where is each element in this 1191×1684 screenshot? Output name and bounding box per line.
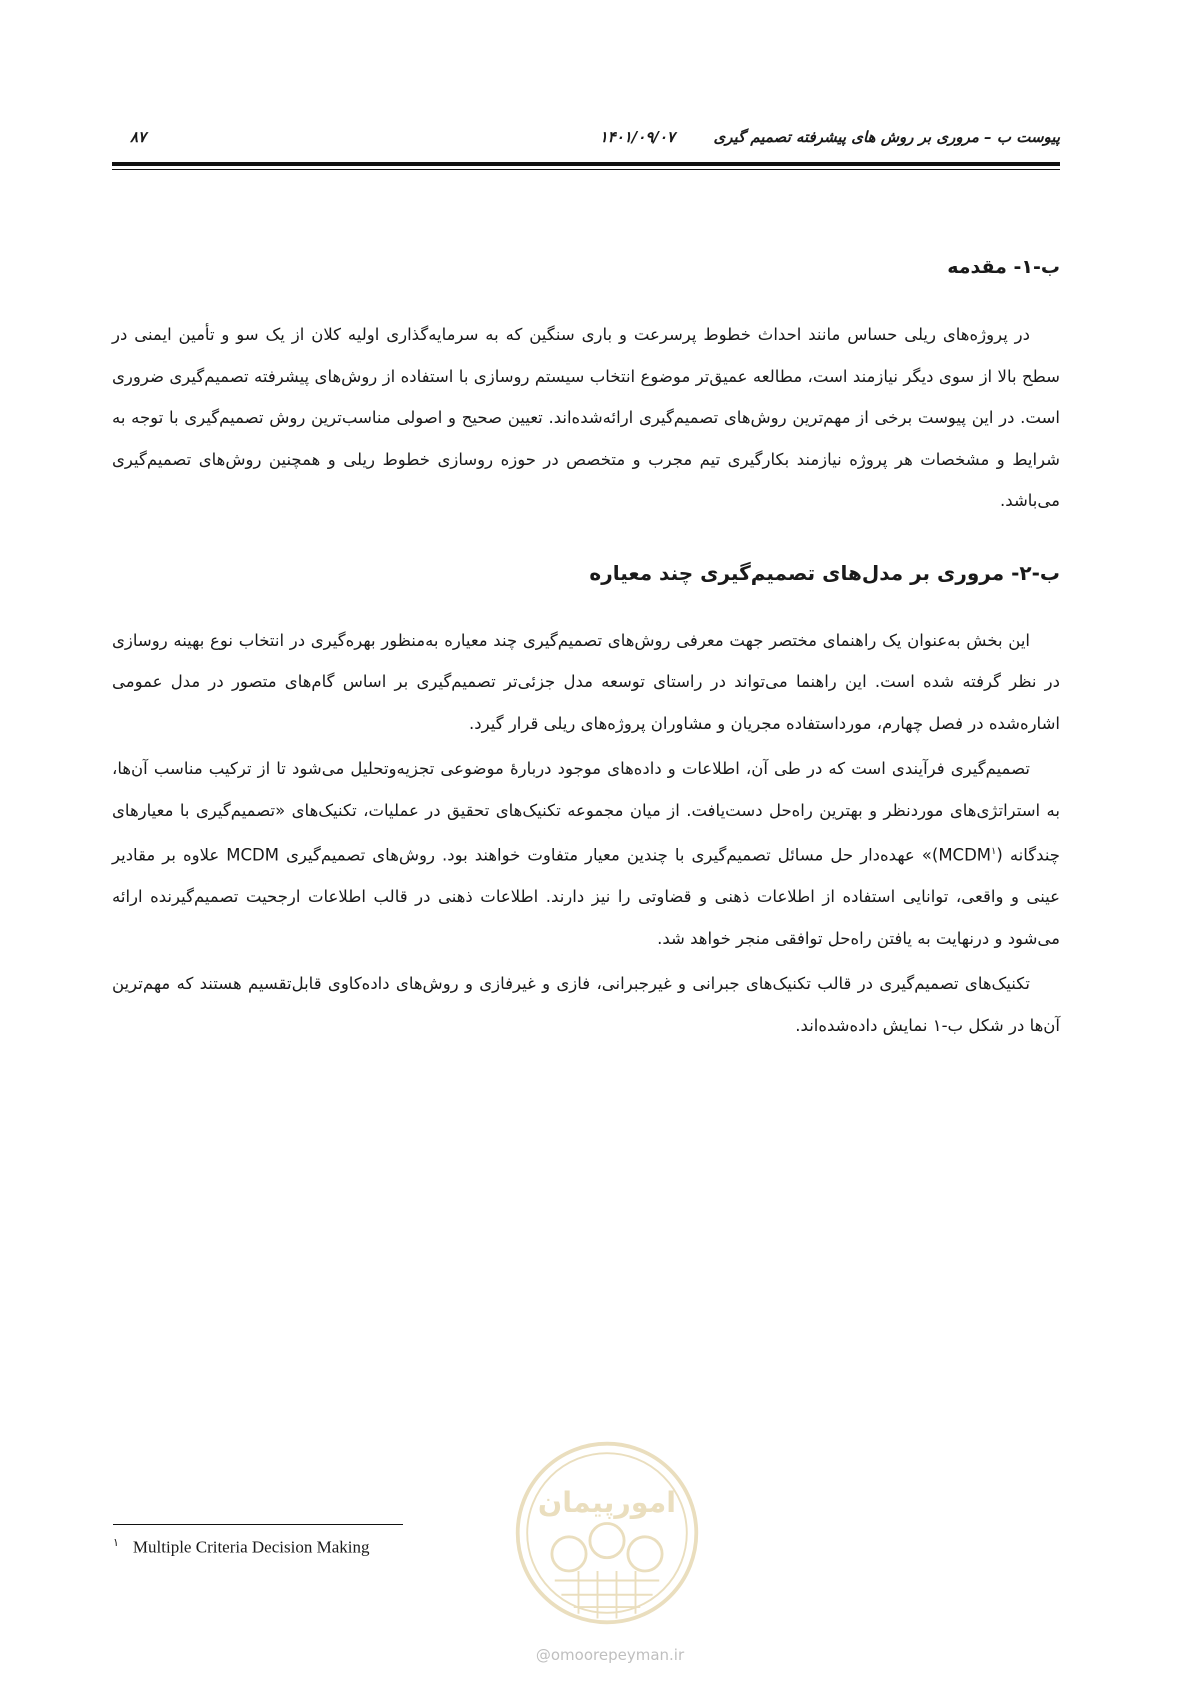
mcdm-paragraph-2 bbox=[112, 748, 1060, 959]
section-heading-intro: ب-۱- مقدمه bbox=[947, 256, 1060, 278]
watermark-url[interactable]: @omoorepeyman.ir bbox=[535, 1646, 685, 1664]
footnote-rule bbox=[113, 1524, 403, 1525]
section-heading-mcdm: ب-۲- مروری بر مدل‌های تصمیم‌گیری چند معیاره bbox=[589, 560, 1060, 585]
intro-paragraph: در پروژه‌های ریلی حساس مانند احداث خطوط پرسرعت و باری سنگین که به سرمایه‌گذاری اولیه کلان از یک سو و تأمین ایمنی در سطح بالا از سوی دیگر نیازمند است، مطالعه عمیق‌تر موضوع انتخاب سیستم روسازی با استفاده از روش‌های پیشرفته تصمیم‌گیری ضروری است. در این پیوست برخی از مهم‌ترین روش‌های تصمیم‌گیری ارائه‌شده‌اند. تعیین صحیح و اصولی مناسب‌ترین روش تصمیم‌گیری با توجه به شرایط و مشخصات هر پروژه نیازمند بکارگیری تیم مجرب و متخصص در حوزه روسازی خطوط ریلی و همچنین روش‌های تصمیم‌گیری می‌باشد. bbox=[112, 325, 1060, 510]
footnote-number: ۱ bbox=[113, 1537, 119, 1549]
mcdm-paragraph-2-part2: )» عهده‌دار حل مسائل تصمیم‌گیری با چندین معیار متفاوت خواهند بود. روش‌های تصمیم‌گیری MCDM علاوه بر مقادیر عینی و واقعی، توانایی استفاده از اطلاعات ذهنی و قضاوتی را نیز دارند. اطلاعات ذهنی در قالب اطلاعات ارجحیت تصمیم‌گیرنده ارائه می‌شود و درنهایت به یافتن راه‌حل توافقی منجر خواهد شد. bbox=[112, 845, 1060, 948]
header-rule-thin bbox=[112, 169, 1060, 170]
page-number: ۸۷ bbox=[130, 128, 147, 146]
mcdm-paragraph-1: این بخش به‌عنوان یک راهنمای مختصر جهت معرفی روش‌های تصمیم‌گیری چند معیاره به‌منظور بهره‌گیری در انتخاب نوع بهینه روسازی در نظر گرفته شده است. این راهنما می‌تواند در راستای توسعه مدل جزئی‌تر تصمیم‌گیری بر اساس گام‌های متصور در مدل عمومی اشاره‌شده در فصل چهارم، مورداستفاده مجریان و مشاوران پروژه‌های ریلی قرار گیرد. bbox=[112, 630, 1060, 733]
header-date: ۱۴۰۱/۰۹/۰۷ bbox=[599, 128, 675, 146]
page-content bbox=[112, 250, 1060, 1050]
header-title: پیوست ب – مروری بر روش های پیشرفته تصمیم گیری bbox=[713, 128, 1060, 146]
footnote-text: Multiple Criteria Decision Making bbox=[132, 1537, 370, 1557]
watermark-logo-icon bbox=[512, 1438, 702, 1628]
footnote-reference[interactable]: ۱ bbox=[991, 846, 997, 857]
page-header bbox=[112, 128, 1060, 158]
header-rule-thick bbox=[112, 162, 1060, 166]
mcdm-paragraph-3: تکنیک‌های تصمیم‌گیری در قالب تکنیک‌های جبرانی و غیرجبرانی، فازی و غیرفازی و روش‌های داده‌کاوی قابل‌تقسیم هستند که مهم‌ترین آن‌ها در شکل ب-۱ نمایش داده‌شده‌اند. bbox=[112, 974, 1060, 1035]
footnote bbox=[113, 1536, 369, 1558]
watermark-logo-text: امورپیمان bbox=[537, 1486, 677, 1520]
mcdm-paragraph-2-part1: تصمیم‌گیری فرآیندی است که در طی آن، اطلاعات و داده‌های موجود دربارهٔ موضوعی تجزیه‌وتحلیل می‌شود تا از ترکیب مناسب آن‌ها، به استراتژی‌های موردنظر و بهترین راه‌حل دست‌یافت. از میان مجموعه تکنیک‌های تحقیق در عملیات، تکنیک‌های «تصمیم‌گیری با معیارهای چندگانه (MCDM bbox=[112, 759, 1060, 865]
